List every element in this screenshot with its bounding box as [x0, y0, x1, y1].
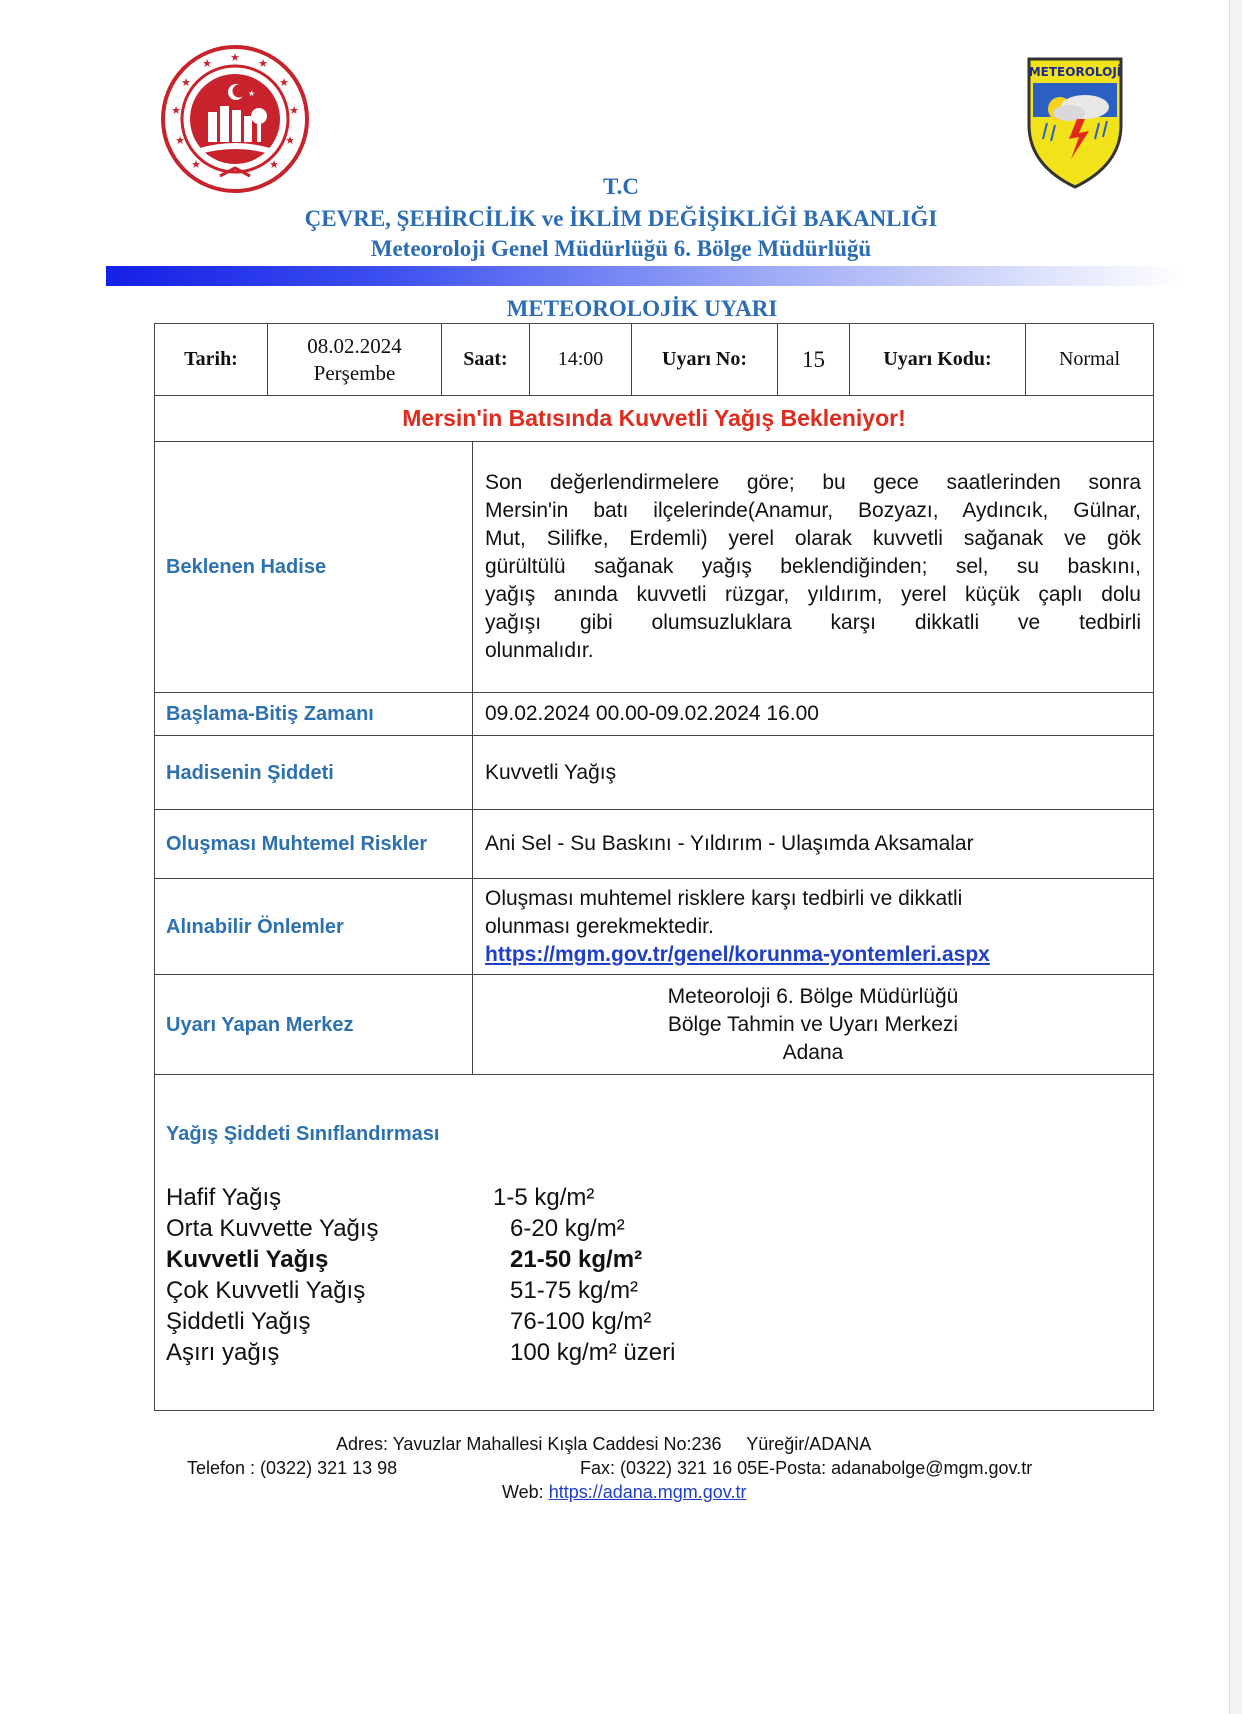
- risks-label: Oluşması Muhtemel Riskler: [155, 810, 473, 878]
- classification-row: [166, 1244, 1153, 1275]
- date-value: 08.02.2024: [307, 333, 402, 358]
- classification-row: [166, 1306, 1153, 1337]
- class-name: Hafif Yağış: [166, 1184, 282, 1211]
- footer-address: Adres: Yavuzlar Mahallesi Kışla Caddesi No:236 Yüreğir/ADANA: [336, 1434, 872, 1454]
- class-value: 1-5 kg/m²: [493, 1184, 595, 1211]
- expected-event-line: Mersin'in batı ilçelerinde(Anamur, Bozyazı, Aydıncık, Gülnar,: [485, 499, 1141, 522]
- precautions-line: Oluşması muhtemel risklere karşı tedbirli ve dikkatli: [485, 886, 963, 910]
- class-value: 21-50 kg/m²: [510, 1246, 643, 1273]
- svg-text:★: ★: [279, 76, 289, 89]
- class-name: Çok Kuvvetli Yağış: [166, 1277, 366, 1304]
- issuing-center-line: Meteoroloji 6. Bölge Müdürlüğü: [667, 984, 959, 1008]
- warning-code-value: Normal: [1058, 348, 1121, 370]
- footer-web-link[interactable]: https://adana.mgm.gov.tr: [548, 1482, 747, 1502]
- class-name: Kuvvetli Yağış: [166, 1246, 329, 1273]
- precipitation-classification: [155, 1075, 1153, 1410]
- expected-event-label: Beklenen Hadise: [155, 442, 473, 692]
- warning-heading: METEOROLOJİK UYARI: [506, 296, 778, 321]
- protection-methods-link[interactable]: https://mgm.gov.tr/genel/korunma-yontemleri.aspx: [485, 942, 990, 966]
- severity-value: Kuvvetli Yağış: [485, 760, 617, 784]
- row-risks: [155, 810, 1153, 879]
- row-issuing-center: [155, 975, 1153, 1075]
- date-cell: [268, 324, 442, 395]
- time-value: 14:00: [530, 324, 632, 395]
- footer-fax-email: Fax: (0322) 321 16 05E-Posta: adanabolge@mgm.gov.tr: [580, 1458, 1033, 1478]
- svg-text:★: ★: [258, 57, 268, 70]
- warning-info-table: [154, 323, 1154, 396]
- issuing-center-value: [473, 975, 1153, 1074]
- expected-event-line: Mut, Silifke, Erdemli) yerel olarak kuvvetli sağanak ve gök: [485, 527, 1141, 550]
- svg-text:★: ★: [181, 76, 191, 89]
- expected-event-line: yağış anında kuvvetli rüzgar, yıldırım, yerel küçük çaplı dolu: [485, 583, 1141, 606]
- expected-event-line: yağışı gibi olumsuzluklara karşı dikkatli ve tedbirli: [485, 611, 1141, 634]
- date-label: Tarih:: [155, 324, 268, 395]
- classification-row: [166, 1337, 1153, 1368]
- start-end-time-value: 09.02.2024 00.00-09.02.2024 16.00: [485, 702, 819, 725]
- footer-phone: Telefon : (0322) 321 13 98: [187, 1458, 398, 1478]
- row-precautions: [155, 879, 1153, 975]
- classification-row: [166, 1213, 1153, 1244]
- warning-title: Mersin'in Batısında Kuvvetli Yağış Bekleniyor!: [155, 396, 1153, 442]
- meteorology-logo: [1025, 55, 1125, 190]
- svg-text:★: ★: [269, 158, 279, 171]
- header-gradient-bar: [106, 266, 1184, 286]
- class-value: 6-20 kg/m²: [510, 1215, 625, 1242]
- footer-web-label: Web:: [502, 1482, 549, 1502]
- row-expected-event: [155, 442, 1153, 693]
- weekday-value: Perşembe: [313, 360, 396, 385]
- svg-text:★: ★: [230, 51, 240, 64]
- expected-event-line: gürültülü sağanak yağış beklendiğinden; sel, su baskını,: [485, 555, 1141, 578]
- row-start-end-time: [155, 693, 1153, 736]
- svg-text:★: ★: [202, 57, 212, 70]
- ministry-logo: [160, 44, 310, 194]
- expected-event-text: [473, 442, 1153, 692]
- expected-event-line: Son değerlendirmelere göre; bu gece saatlerinden sonra: [485, 471, 1141, 494]
- precautions-label: Alınabilir Önlemler: [155, 879, 473, 974]
- class-name: Şiddetli Yağış: [166, 1308, 311, 1335]
- meteoroloji-logo-text: METEOROLOJİ: [1028, 65, 1122, 79]
- warning-detail-table: [154, 396, 1154, 1411]
- class-value: 76-100 kg/m²: [510, 1308, 652, 1335]
- issuing-center-label: Uyarı Yapan Merkez: [155, 975, 473, 1074]
- header-tc: T.C: [603, 174, 639, 199]
- classification-title: Yağış Şiddeti Sınıflandırması: [166, 1123, 440, 1145]
- class-value: 100 kg/m² üzeri: [510, 1339, 676, 1366]
- time-label: Saat:: [442, 324, 530, 395]
- class-value: 51-75 kg/m²: [510, 1277, 639, 1304]
- row-severity: [155, 736, 1153, 810]
- classification-row: [166, 1182, 1153, 1213]
- svg-text:★: ★: [289, 104, 299, 117]
- class-name: Aşırı yağış: [166, 1339, 280, 1366]
- severity-label: Hadisenin Şiddeti: [155, 736, 473, 809]
- footer-web: [502, 1482, 746, 1503]
- risks-value: Ani Sel - Su Baskını - Yıldırım - Ulaşımda Aksamalar: [485, 832, 974, 855]
- precautions-value: [473, 879, 1153, 974]
- svg-text:★: ★: [191, 158, 201, 171]
- warning-no-label: Uyarı No:: [632, 324, 778, 395]
- svg-text:★: ★: [171, 104, 181, 117]
- start-end-time-label: Başlama-Bitiş Zamanı: [155, 693, 473, 735]
- classification-row: [166, 1275, 1153, 1306]
- header-directorate: Meteoroloji Genel Müdürlüğü 6. Bölge Müdürlüğü: [370, 236, 872, 261]
- expected-event-line: olunmalıdır.: [485, 639, 594, 662]
- warning-code-label: Uyarı Kodu:: [850, 324, 1026, 395]
- precautions-line: olunması gerekmektedir.: [485, 914, 714, 938]
- issuing-center-line: Bölge Tahmin ve Uyarı Merkezi: [667, 1012, 959, 1036]
- svg-text:★: ★: [285, 134, 295, 147]
- header-ministry: ÇEVRE, ŞEHİRCİLİK ve İKLİM DEĞİŞİKLİĞİ BAKANLIĞI: [304, 206, 938, 231]
- svg-text:★: ★: [248, 89, 256, 98]
- warning-no-value: 15: [778, 324, 850, 395]
- svg-text:★: ★: [175, 134, 185, 147]
- class-name: Orta Kuvvette Yağış: [166, 1215, 379, 1242]
- issuing-center-line: Adana: [782, 1040, 844, 1064]
